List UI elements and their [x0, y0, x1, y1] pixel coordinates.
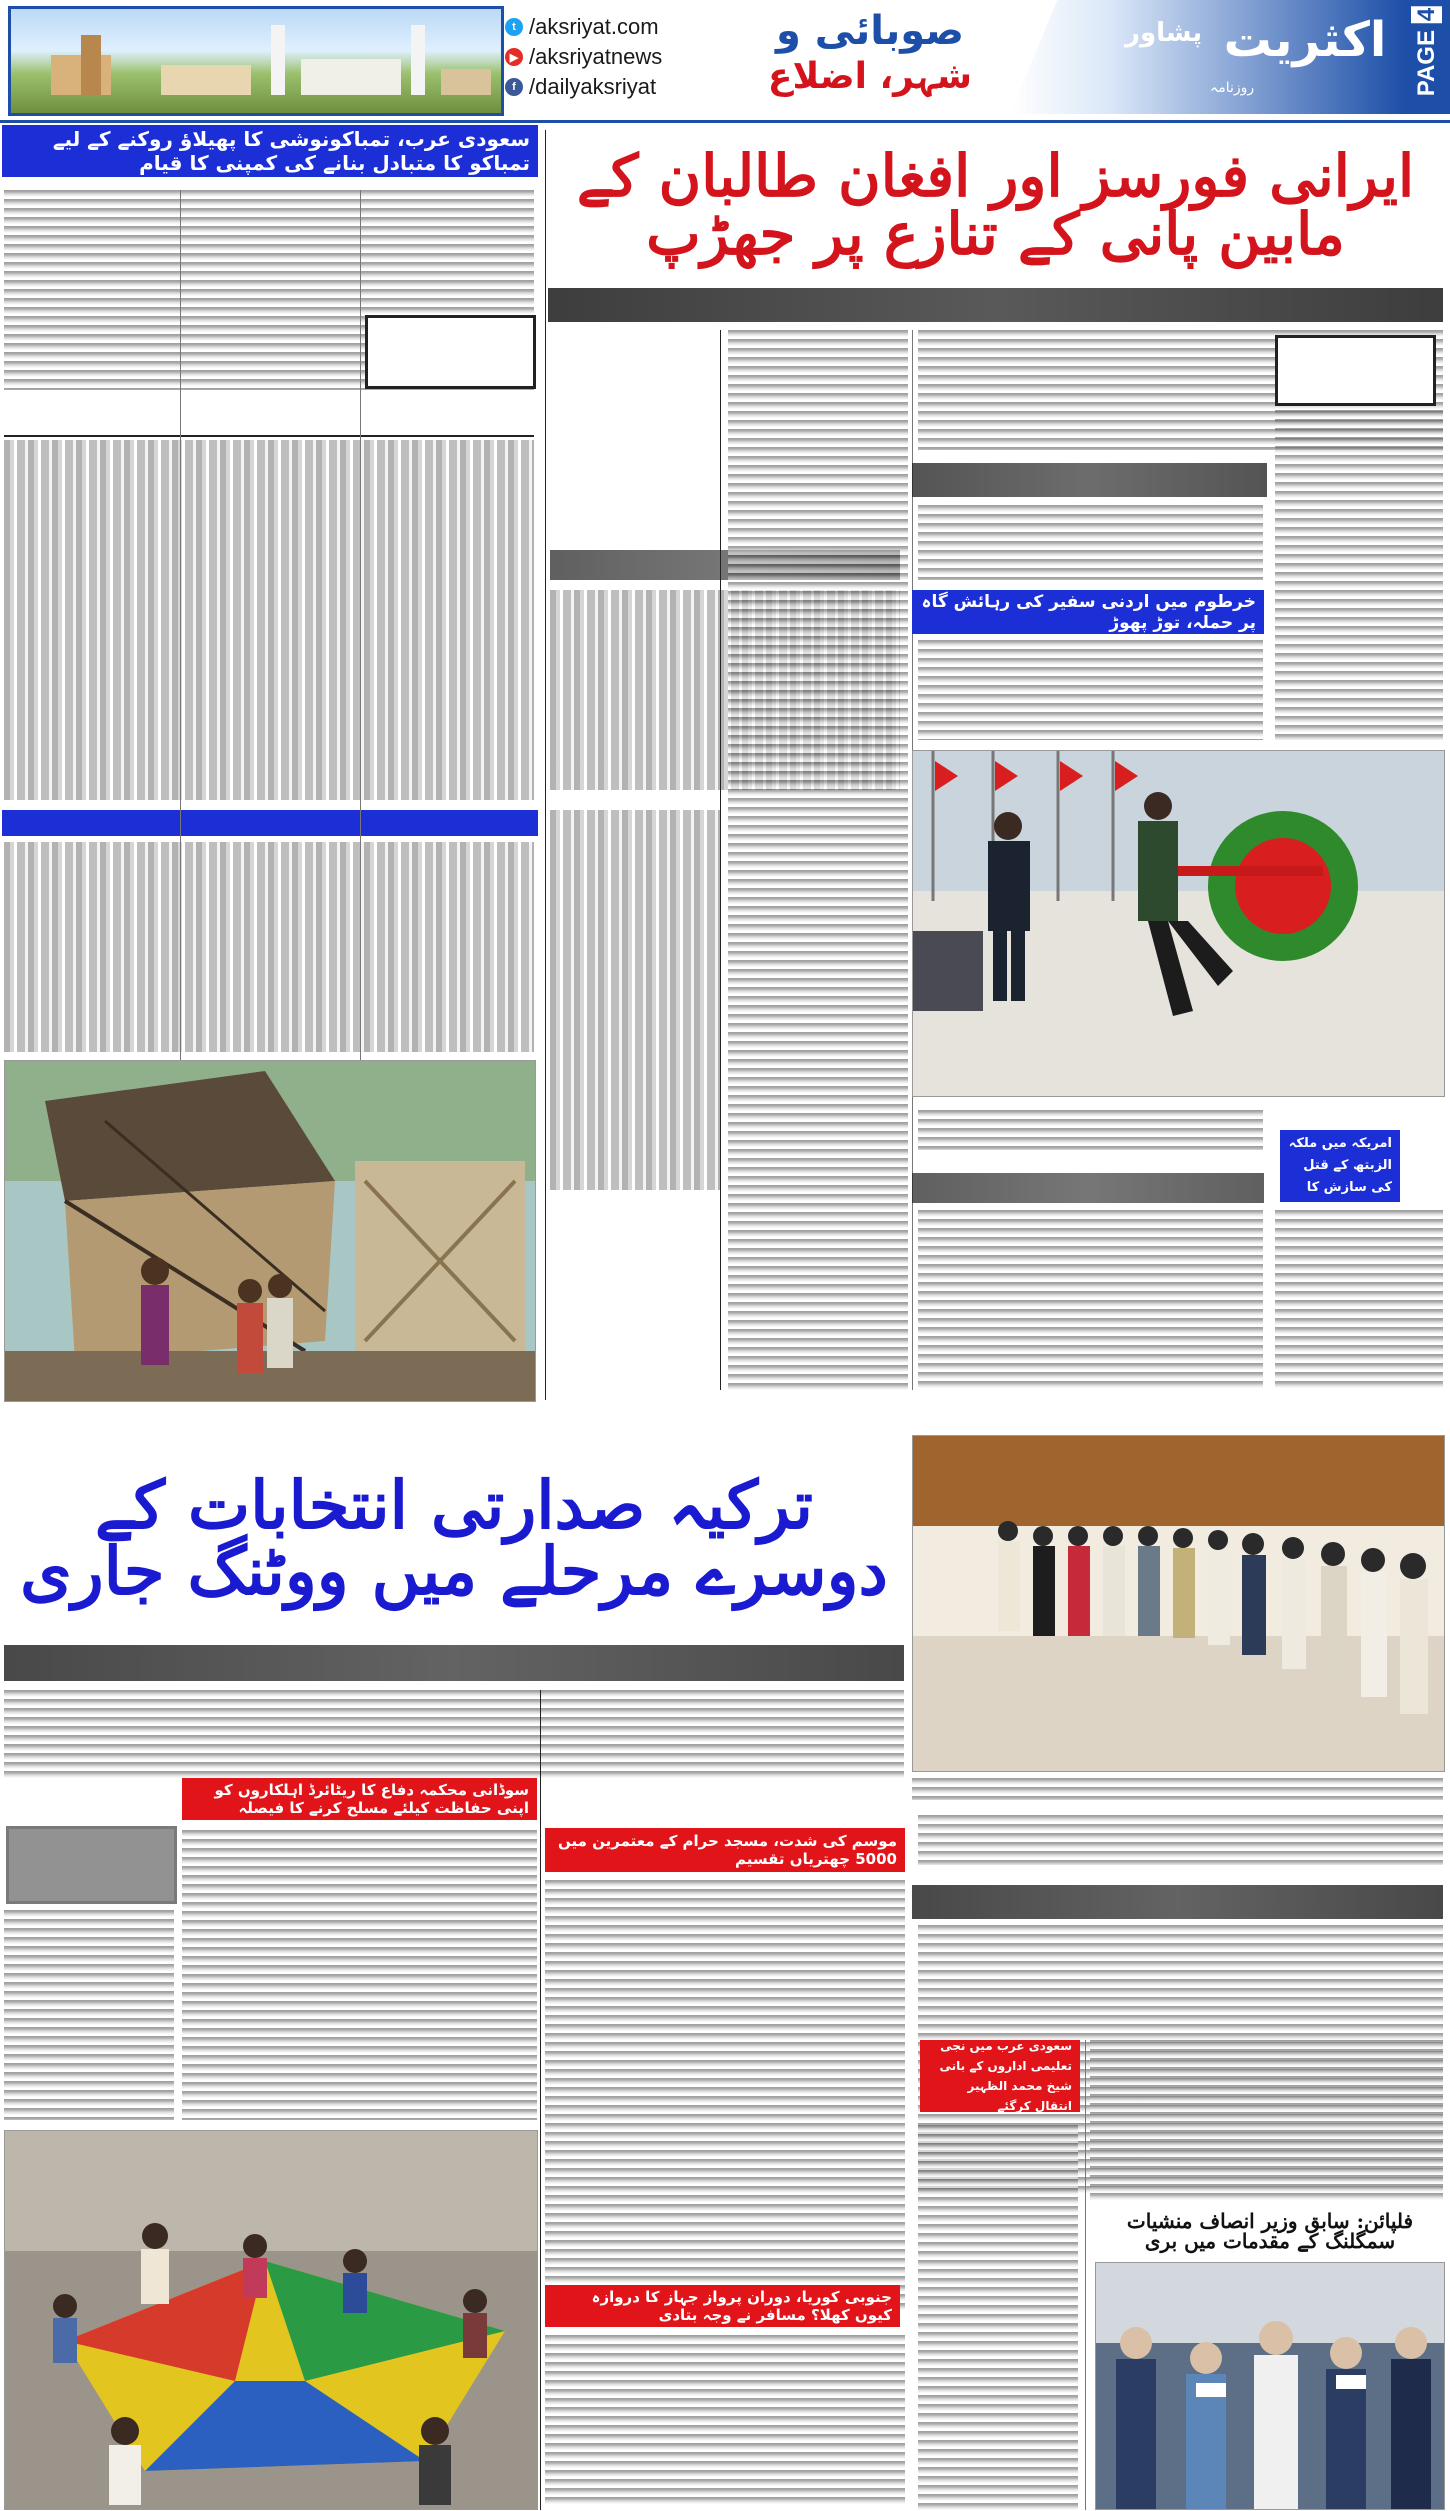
social-row-twitter[interactable] [505, 12, 725, 42]
social-handle: /aksriyat.com [529, 14, 659, 39]
social-row-facebook[interactable] [505, 72, 725, 102]
article-text-block [918, 1210, 1263, 1390]
story-label-fbi: ایف بی آئی نے امریکہ میں ملکہ الزبتھ کے قتل کی سازش کا [1280, 1130, 1400, 1202]
right-subhead-3 [912, 1885, 1443, 1919]
photo-wreath-ceremony [912, 750, 1445, 1097]
headline-turkey-elections: ترکیہ صدارتی انتخابات کے دوسرے مرحلے میں ووٹنگ جاری [4, 1435, 904, 1642]
logo-tagline: روزنامہ [1210, 80, 1255, 96]
social-handle: /aksriyatnews [529, 44, 663, 69]
photo-caption [912, 1778, 1443, 1800]
city-name: پشاور [1125, 18, 1203, 48]
article-text-block [918, 1110, 1263, 1150]
section-title-line2: شہر، اضلاع [767, 56, 973, 97]
article-inset-box [6, 1826, 177, 1904]
article-text-block [918, 1815, 1443, 1865]
article-text-block [1090, 2040, 1443, 2200]
story-label-masjid-haram: موسم کی شدت، مسجد حرام کے معتمرین میں 5000 چھتریاں تقسیم [545, 1828, 905, 1872]
column-rule [540, 1690, 541, 2510]
subheadline-bar [548, 288, 1443, 322]
column-rule [720, 330, 721, 1390]
photo-philippines-court [1095, 2262, 1445, 2510]
right-subhead [912, 463, 1267, 497]
headline-philippines: فلپائن: سابق وزیر انصاف منشیات سمگلنگ کے مقدمات میں بری [1095, 2205, 1445, 2257]
article-text-block [545, 1880, 905, 2310]
section-title [760, 8, 980, 108]
headline-iran-afghan: ایرانی فورسز اور افغان طالبان کے مابین پانی کے تنازع پر جھڑپ [576, 142, 1415, 268]
article-text-block [4, 1910, 174, 2120]
turkey-subhead [4, 1645, 904, 1681]
article-text-block [182, 1830, 537, 2120]
twitter-icon: t [505, 18, 523, 36]
article-text-block [4, 440, 534, 800]
article-inset-box [1275, 335, 1436, 406]
social-links [505, 12, 725, 108]
article-inset-box [365, 315, 536, 389]
photo-group-meeting [912, 1435, 1445, 1772]
social-handle: /dailyaksriyat [529, 74, 657, 99]
article-text-block [1275, 410, 1443, 740]
article-text-block [4, 842, 534, 1052]
divider [4, 435, 534, 437]
article-text-block [918, 505, 1263, 580]
page-number-box [1405, 0, 1450, 114]
article-text-block [728, 330, 908, 1390]
story-label-sudan-defence: سوڈانی محکمہ دفاع کا ریٹائرڈ اہلکاروں کو اپنی حفاظت کیلئے مسلح کرنے کا فیصلہ [182, 1778, 537, 1820]
photo-storm-damage [4, 1060, 536, 1402]
story-label-south-korea: جنوبی کوریا، دوران پرواز جہاز کا دروازہ کیوں کھلا؟ مسافر نے وجہ بتادی [545, 2285, 900, 2327]
article-text-block [918, 2125, 1078, 2510]
column-rule [180, 190, 181, 1060]
article-text-block [1275, 1210, 1443, 1390]
social-row-youtube[interactable] [505, 42, 725, 72]
column-rule [360, 190, 361, 1060]
story-label-saudi-education: سعودی عرب میں نجی تعلیمی اداروں کے بانی شیخ محمد الظہیر انتقال کرگئے [920, 2040, 1080, 2112]
page-label: PAGE 4 [1413, 8, 1440, 97]
photo-children-parachute [4, 2130, 538, 2510]
section-title-line1: صوبائی و [775, 8, 965, 54]
article-text-block [550, 810, 720, 1190]
story-label-khartoum: خرطوم میں اردنی سفیر کی رہائش گاہ پر حملہ، توڑ پھوڑ [912, 590, 1264, 634]
story-label-strip [2, 810, 538, 836]
newspaper-logo: اکثریت [1223, 12, 1387, 68]
article-text-block [545, 2335, 905, 2505]
article-text-block [918, 640, 1263, 740]
column-rule [1085, 2040, 1086, 2510]
banner-image [8, 6, 504, 116]
column-rule [545, 130, 546, 1400]
article-text-block [4, 1690, 904, 1780]
right-subhead-2 [912, 1173, 1264, 1203]
facebook-icon: f [505, 78, 523, 96]
story-label-saudi-tobacco: سعودی عرب، تمباکونوشی کا پھیلاؤ روکنے کے لیے تمباکو کا متبادل بنانے کی کمپنی کا قیام [2, 125, 538, 177]
youtube-icon: ▶ [505, 48, 523, 66]
